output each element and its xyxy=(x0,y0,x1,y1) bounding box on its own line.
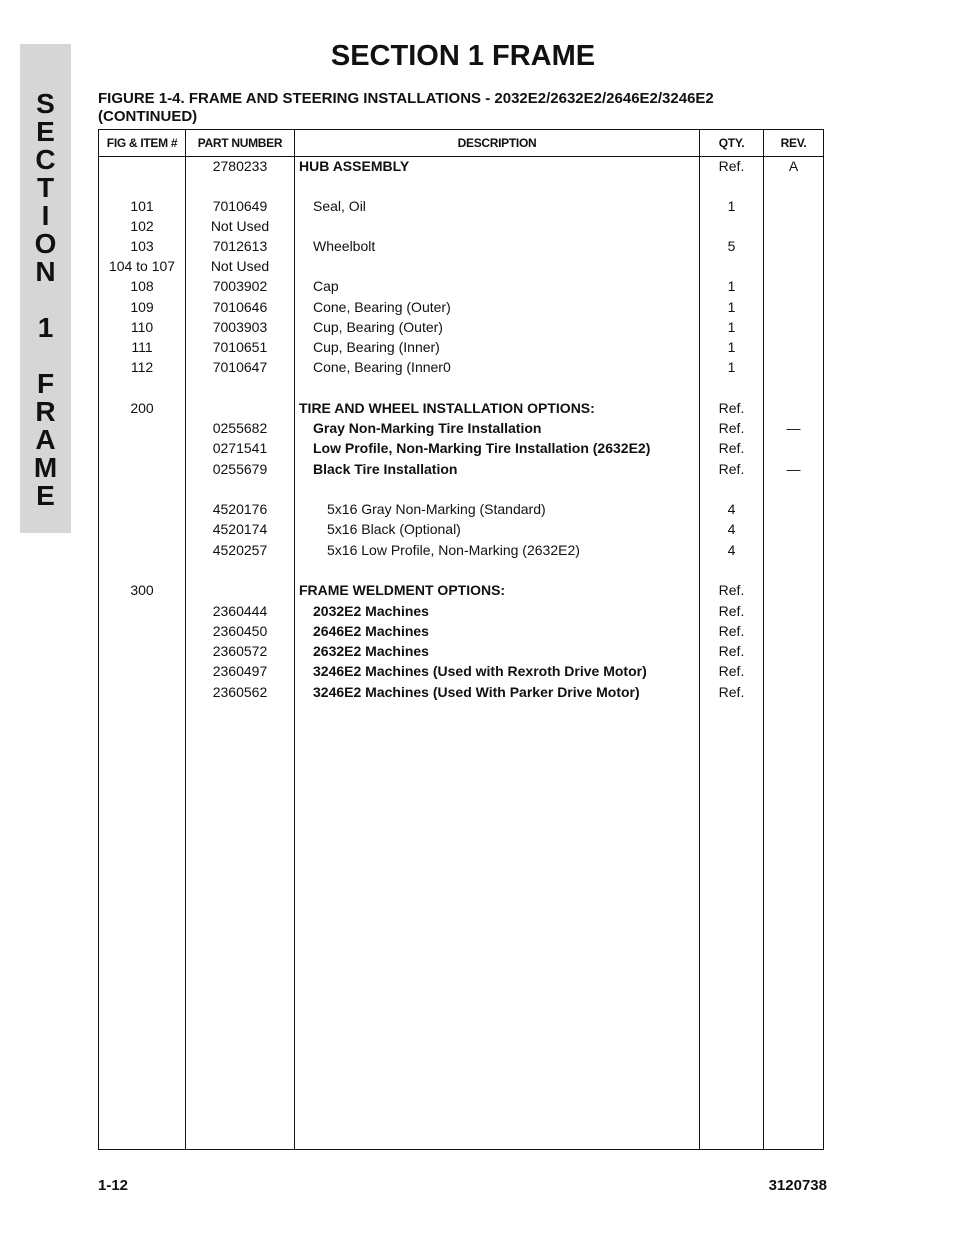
part-number: 4520257 xyxy=(212,542,268,558)
description: Cup, Bearing (Outer) xyxy=(313,319,443,335)
description: Cone, Bearing (Outer) xyxy=(313,299,451,315)
header-fig-item: FIG & ITEM # xyxy=(106,136,178,150)
quantity: 4 xyxy=(727,542,736,558)
description: Cap xyxy=(313,278,339,294)
table-row xyxy=(99,317,823,337)
table-row xyxy=(99,337,823,357)
side-tab-letter: R xyxy=(35,396,56,427)
table-row xyxy=(99,540,823,560)
revision xyxy=(764,540,823,560)
table-row xyxy=(99,276,823,296)
item-number: 200 xyxy=(130,400,154,416)
part-number: 2360444 xyxy=(212,603,268,619)
item-number: 101 xyxy=(130,198,154,214)
table-row xyxy=(99,297,823,317)
quantity: Ref. xyxy=(718,663,745,679)
description: 2632E2 Machines xyxy=(313,643,429,659)
part-number: 2360572 xyxy=(212,643,268,659)
document-number: 3120738 xyxy=(768,1177,827,1194)
part-number: 4520176 xyxy=(212,501,268,517)
quantity: 4 xyxy=(727,501,736,517)
quantity: 1 xyxy=(727,319,736,335)
part-number: 7010649 xyxy=(212,198,268,214)
revision xyxy=(764,398,823,418)
description: 2032E2 Machines xyxy=(313,603,429,619)
description xyxy=(299,256,713,276)
table-row xyxy=(99,256,823,276)
revision: A xyxy=(788,158,799,174)
item-number xyxy=(99,499,185,519)
item-number xyxy=(99,682,185,702)
description: 2646E2 Machines xyxy=(313,623,429,639)
item-number: 112 xyxy=(130,359,154,375)
table-row xyxy=(99,418,823,438)
figure-title-line1: FIGURE 1-4. FRAME AND STEERING INSTALLATIONS - 2032E2/2632E2/2646E2/3246E2 xyxy=(98,90,714,107)
description xyxy=(299,216,713,236)
section-side-tab xyxy=(20,44,71,533)
revision xyxy=(764,196,823,216)
table-row xyxy=(99,641,823,661)
quantity: 4 xyxy=(727,521,736,537)
item-number xyxy=(99,438,185,458)
table-row xyxy=(99,398,823,418)
revision xyxy=(764,216,823,236)
revision xyxy=(764,621,823,641)
table-row xyxy=(99,357,823,377)
header-description: DESCRIPTION xyxy=(457,136,537,150)
revision xyxy=(764,438,823,458)
description: Low Profile, Non-Marking Tire Installation (2632E2) xyxy=(313,440,651,456)
side-tab-letter: C xyxy=(35,144,56,175)
item-number xyxy=(99,519,185,539)
revision xyxy=(764,297,823,317)
table-row xyxy=(99,499,823,519)
item-number: 111 xyxy=(131,339,153,355)
table-row xyxy=(99,601,823,621)
revision xyxy=(764,519,823,539)
revision: — xyxy=(786,461,801,477)
table-row xyxy=(99,236,823,256)
part-number: 7010646 xyxy=(212,299,268,315)
side-tab-letter: O xyxy=(34,228,57,259)
item-number: 110 xyxy=(130,319,154,335)
quantity: 1 xyxy=(727,198,736,214)
part-number: 2360497 xyxy=(212,663,268,679)
quantity: Ref. xyxy=(718,582,745,598)
table-row xyxy=(99,438,823,458)
description: Cone, Bearing (Inner0 xyxy=(313,359,451,375)
description: 3246E2 Machines (Used with Rexroth Drive Motor) xyxy=(313,663,647,679)
item-number: 109 xyxy=(130,299,154,315)
quantity: 1 xyxy=(727,359,736,375)
table-row xyxy=(99,459,823,479)
item-number: 104 to 107 xyxy=(108,258,176,274)
part-number: Not Used xyxy=(210,218,270,234)
item-number: 103 xyxy=(130,238,154,254)
item-number xyxy=(99,601,185,621)
quantity: Ref. xyxy=(718,603,745,619)
part-number: 2360562 xyxy=(212,684,268,700)
quantity xyxy=(700,256,763,276)
quantity: Ref. xyxy=(718,158,745,174)
part-number xyxy=(186,398,294,418)
quantity: Ref. xyxy=(718,400,745,416)
description: FRAME WELDMENT OPTIONS: xyxy=(299,582,506,598)
part-number: 2360450 xyxy=(212,623,268,639)
part-number: 7003903 xyxy=(212,319,268,335)
part-number: 4520174 xyxy=(212,521,268,537)
quantity: 1 xyxy=(727,299,736,315)
table-row xyxy=(99,519,823,539)
part-number: 0255682 xyxy=(212,420,268,436)
header-part-number: PART NUMBER xyxy=(197,136,283,150)
side-tab-letter: 1 xyxy=(37,312,54,343)
parts-table xyxy=(98,129,824,1150)
header-qty: QTY. xyxy=(718,136,745,150)
quantity: Ref. xyxy=(718,643,745,659)
description: TIRE AND WHEEL INSTALLATION OPTIONS: xyxy=(299,400,595,416)
table-row xyxy=(99,196,823,216)
part-number: 7012613 xyxy=(212,238,268,254)
revision xyxy=(764,256,823,276)
description: 5x16 Gray Non-Marking (Standard) xyxy=(327,501,546,517)
figure-title-line2: (CONTINUED) xyxy=(98,108,198,125)
side-tab-letter: T xyxy=(36,172,55,203)
part-number: 7003902 xyxy=(212,278,268,294)
quantity: 5 xyxy=(727,238,736,254)
part-number: 2780233 xyxy=(212,158,268,174)
side-tab-letter: E xyxy=(36,480,55,511)
part-number: Not Used xyxy=(210,258,270,274)
quantity: Ref. xyxy=(718,440,745,456)
revision xyxy=(764,357,823,377)
item-number xyxy=(99,156,185,176)
part-number: 0255679 xyxy=(212,461,268,477)
revision: — xyxy=(786,420,801,436)
figure-title xyxy=(98,90,818,126)
item-number xyxy=(99,418,185,438)
item-number: 102 xyxy=(130,218,154,234)
quantity xyxy=(700,216,763,236)
revision xyxy=(764,661,823,681)
page-number: 1-12 xyxy=(98,1177,129,1194)
revision xyxy=(764,601,823,621)
side-tab-letter: M xyxy=(33,452,58,483)
revision xyxy=(764,276,823,296)
item-number: 300 xyxy=(130,582,154,598)
table-row xyxy=(99,682,823,702)
side-tab-letter: N xyxy=(35,256,56,287)
revision xyxy=(764,682,823,702)
description: 5x16 Low Profile, Non-Marking (2632E2) xyxy=(327,542,580,558)
revision xyxy=(764,317,823,337)
table-row xyxy=(99,156,823,176)
item-number: 108 xyxy=(130,278,154,294)
side-tab-letter: I xyxy=(41,200,50,231)
part-number: 0271541 xyxy=(212,440,268,456)
table-row xyxy=(99,661,823,681)
item-number xyxy=(99,621,185,641)
table-row xyxy=(99,580,823,600)
description: 5x16 Black (Optional) xyxy=(327,521,461,537)
revision xyxy=(764,236,823,256)
part-number xyxy=(186,580,294,600)
item-number xyxy=(99,661,185,681)
table-row xyxy=(99,216,823,236)
side-tab-letter: S xyxy=(36,88,55,119)
description: Seal, Oil xyxy=(313,198,366,214)
item-number xyxy=(99,641,185,661)
quantity: Ref. xyxy=(718,461,745,477)
description: Black Tire Installation xyxy=(313,461,458,477)
part-number: 7010647 xyxy=(212,359,268,375)
quantity: Ref. xyxy=(718,623,745,639)
description: Wheelbolt xyxy=(313,238,376,254)
quantity: 1 xyxy=(727,278,736,294)
quantity: Ref. xyxy=(718,684,745,700)
revision xyxy=(764,499,823,519)
side-tab-letter: A xyxy=(35,424,56,455)
quantity: Ref. xyxy=(718,420,745,436)
side-tab-letter: E xyxy=(36,116,55,147)
section-title: SECTION 1 FRAME xyxy=(330,40,596,72)
item-number xyxy=(99,540,185,560)
header-rev: REV. xyxy=(780,136,807,150)
item-number xyxy=(99,459,185,479)
description: HUB ASSEMBLY xyxy=(299,158,410,174)
revision xyxy=(764,580,823,600)
table-row xyxy=(99,621,823,641)
revision xyxy=(764,641,823,661)
revision xyxy=(764,337,823,357)
quantity: 1 xyxy=(727,339,736,355)
description: Cup, Bearing (Inner) xyxy=(313,339,440,355)
part-number: 7010651 xyxy=(212,339,268,355)
side-tab-letter: F xyxy=(36,368,55,399)
description: Gray Non-Marking Tire Installation xyxy=(313,420,542,436)
description: 3246E2 Machines (Used With Parker Drive Motor) xyxy=(313,684,640,700)
